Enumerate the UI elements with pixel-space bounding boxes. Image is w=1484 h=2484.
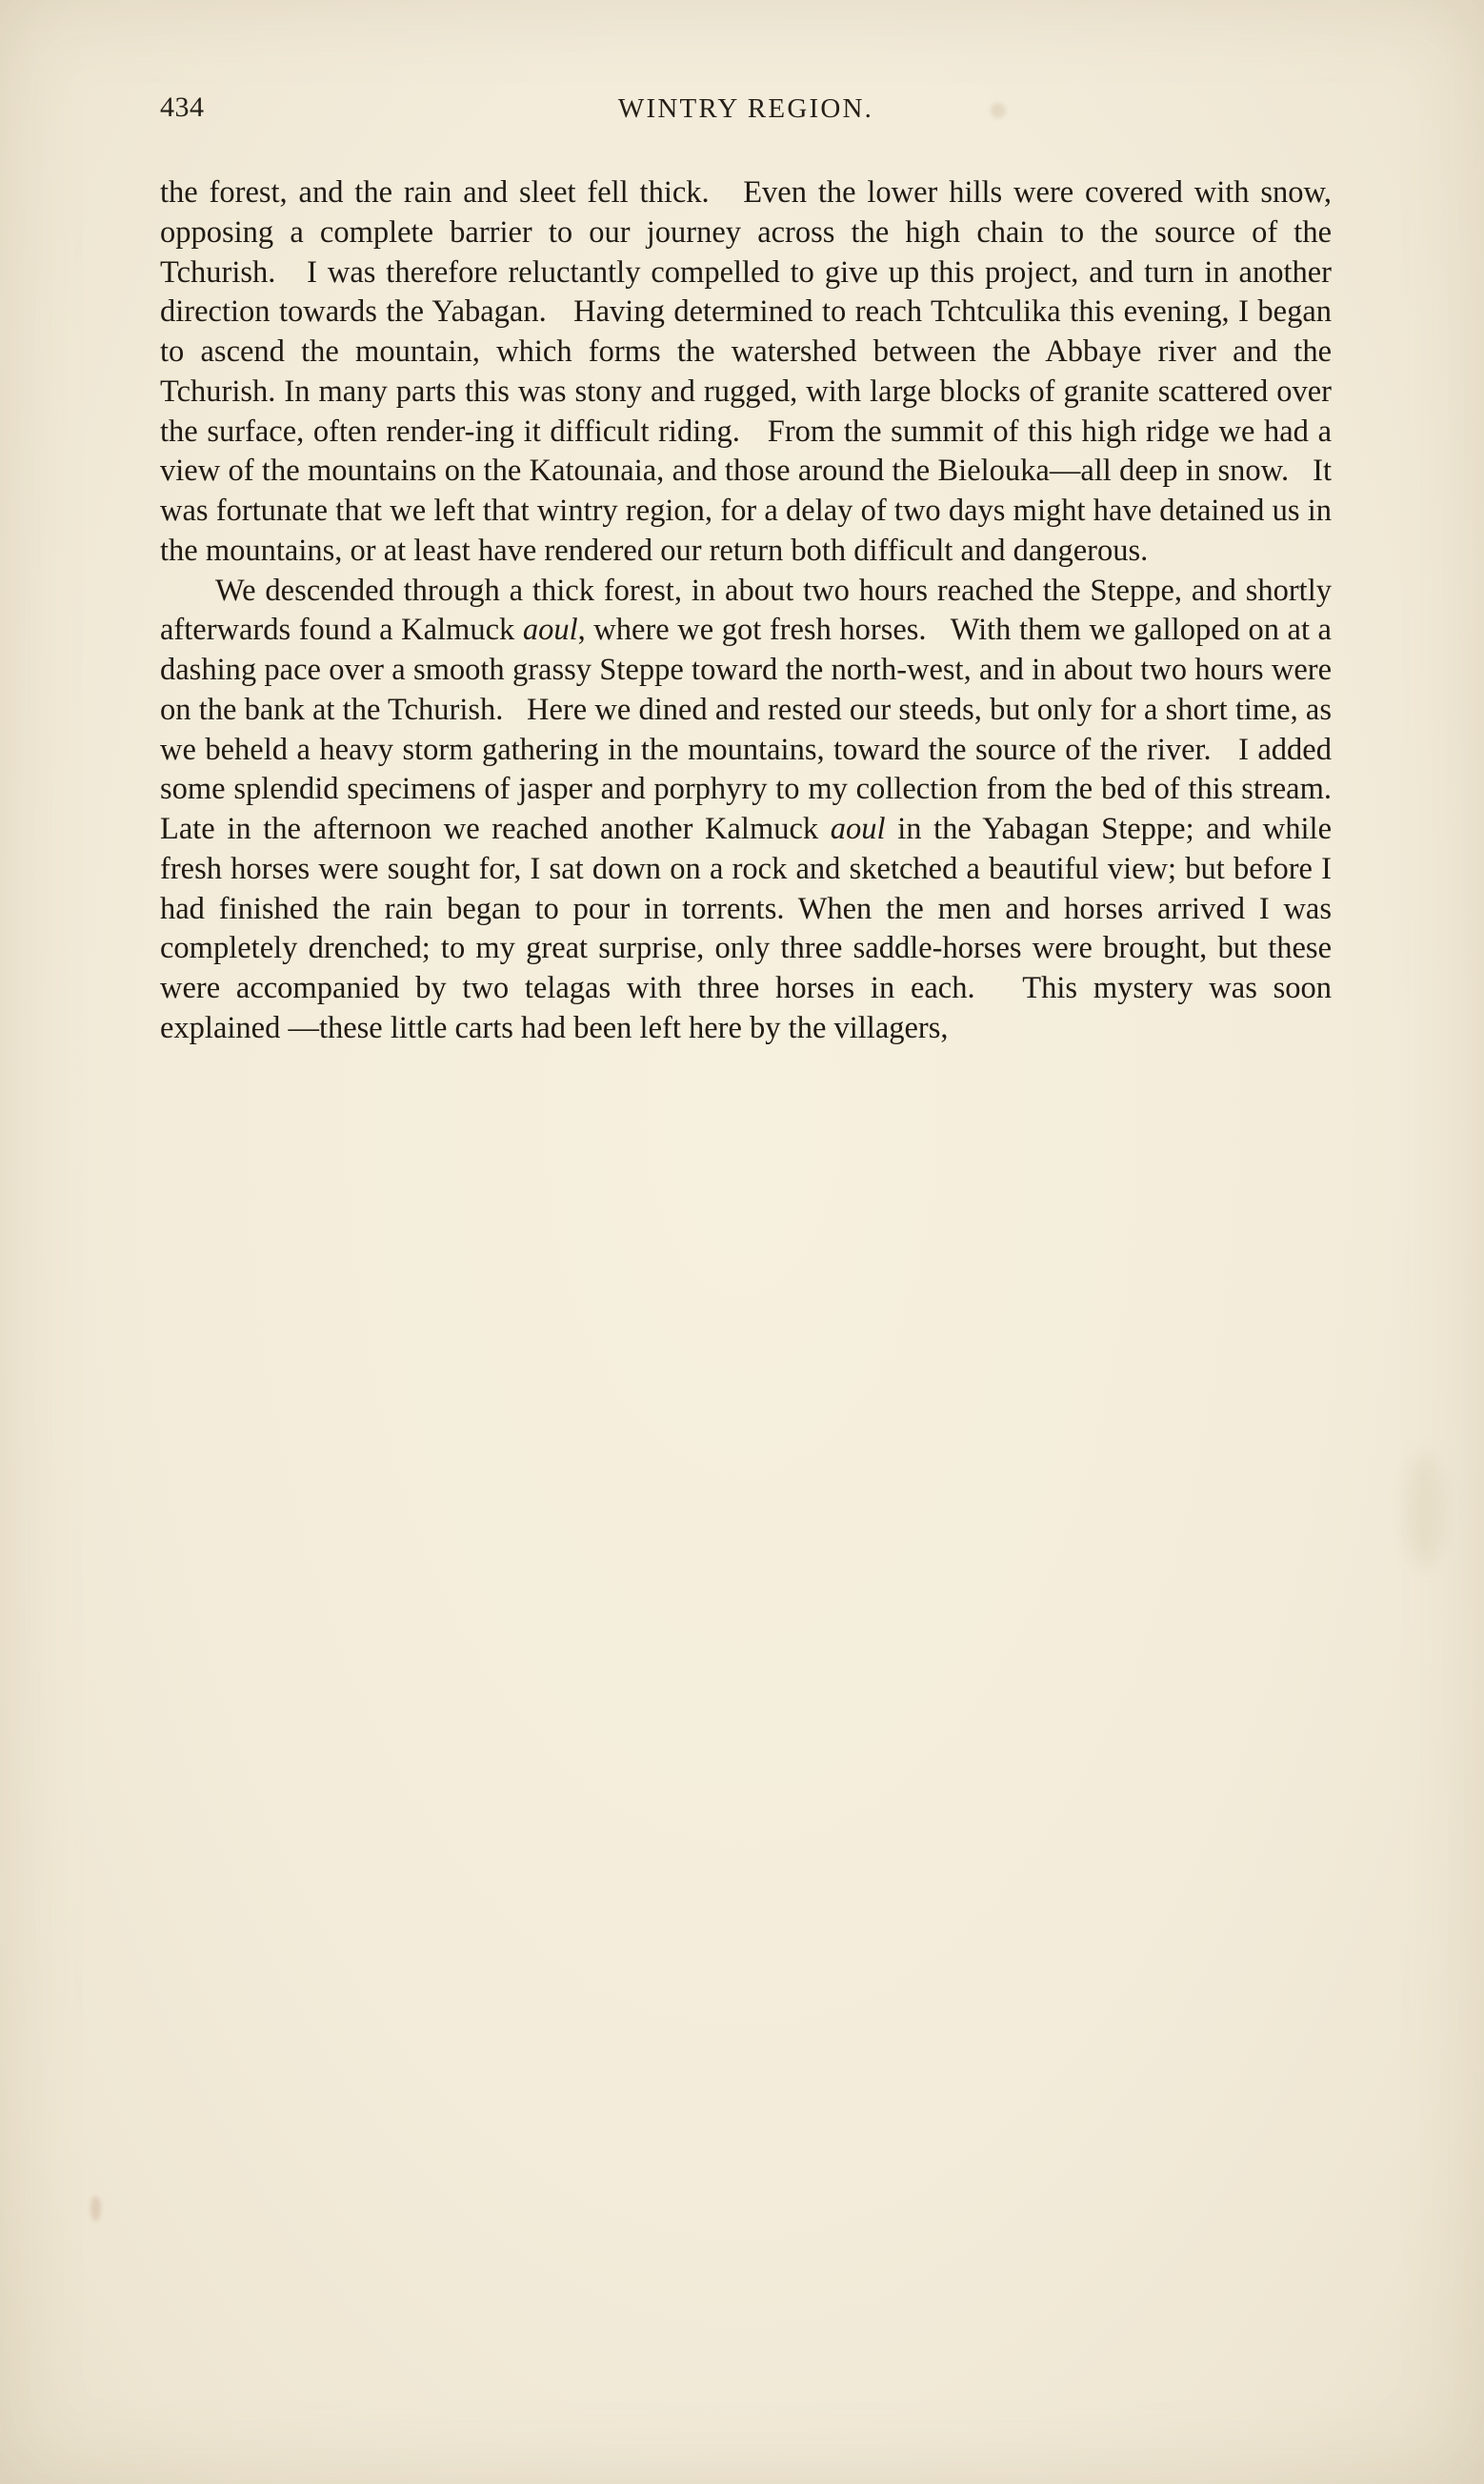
page-number: 434 — [160, 91, 205, 123]
paper-blemish — [90, 2196, 101, 2221]
body-text — [160, 173, 1332, 1049]
paragraph: the forest, and the rain and sleet fell thick. Even the lower hills were covered with snow, opposing a complete barrier to our journey across the high chain to the source of the Tchurish. I was therefore reluctantly compelled to give up this project, and turn in another direction towards the Yabagan. Having determined to reach Tchtculika this evening, I began to ascend the mountain, which forms the watershed between the Abbaye river and the Tchurish. In many parts this was stony and rugged, with large blocks of granite scattered over the surface, often render-ing it difficult riding. From the summit of this high ridge we had a view of the mountains on the Katounaia, and those around the Bielouka—all deep in snow. It was fortunate that we left that wintry region, for a delay of two days might have detained us in the mountains, or at least have rendered our return both difficult and dangerous. — [160, 175, 1332, 568]
page-header — [160, 91, 1332, 149]
page-content — [160, 91, 1332, 1049]
running-head: WINTRY REGION. — [617, 93, 874, 124]
paper-blemish — [1405, 1453, 1443, 1567]
paragraph: We descended through a thick forest, in about two hours reached the Steppe, and shortly afterwards found a Kalmuck aoul, where we got fresh horses. With them we galloped on at a dashing pace over a smooth grassy Steppe toward the north-west, and in about two hours were on the bank at the Tchurish. Here we dined and rested our steeds, but only for a short time, as we beheld a heavy storm gathering in the mountains, toward the source of the river. I added some splendid specimens of jasper and porphyry to my collection from the bed of this stream. Late in the afternoon we reached another Kalmuck aoul in the Yabagan Steppe; and while fresh horses were sought for, I sat down on a rock and sketched a beautiful view; but before I had finished the rain began to pour in torrents. When the men and horses arrived I was completely drenched; to my great surprise, only three saddle-horses were brought, but these were accompanied by two telagas with three horses in each. This mystery was soon explained —these little carts had been left here by the villagers, — [160, 573, 1332, 1045]
